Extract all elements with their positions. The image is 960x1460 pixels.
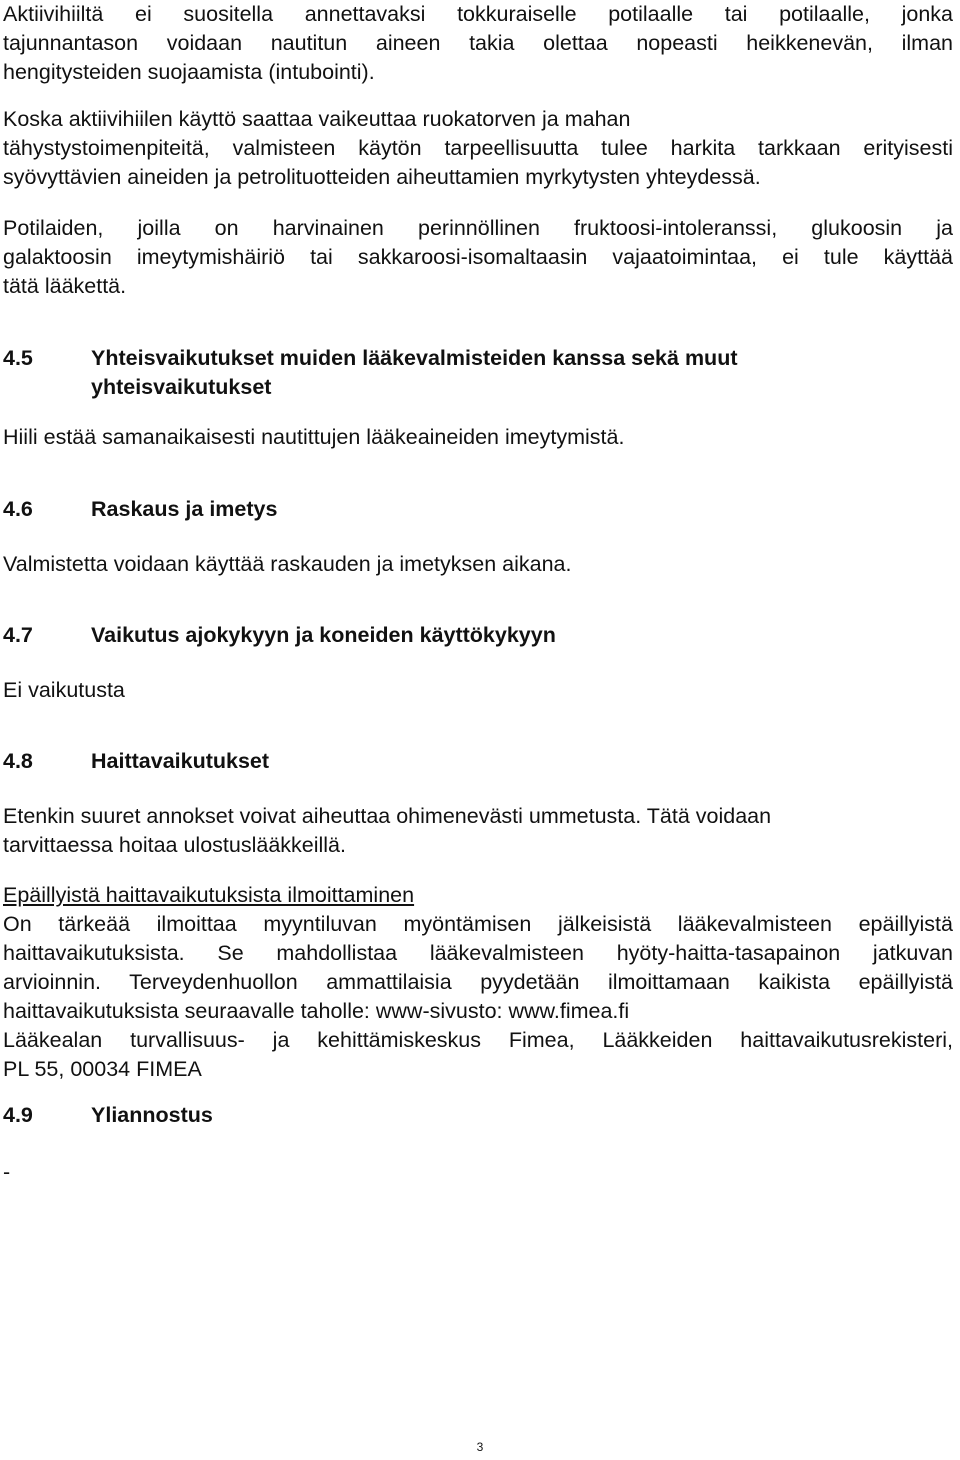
text-line: Koska aktiivihiilen käyttö saattaa vaikeuttaa ruokatorven ja mahan: [3, 107, 631, 131]
reporting-heading: Epäillyistä haittavaikutuksista ilmoittaminen: [3, 883, 415, 907]
section-title: [91, 344, 953, 402]
adverse-reporting-block: [3, 881, 953, 1084]
section-heading-4-5: [3, 344, 953, 402]
page-number: 3: [476, 1440, 484, 1454]
section-title: Vaikutus ajokykyyn ja koneiden käyttökykyyn: [91, 623, 556, 647]
paragraph-intubation-warning: [3, 0, 953, 87]
text-line: Lääkealan turvallisuus- ja kehittämiskeskus Fimea, Lääkkeiden haittavaikutusrekisteri,: [3, 1028, 953, 1052]
text-line: Potilaiden, joilla on harvinainen perinnöllinen fruktoosi-intoleranssi, glukoosin ja: [3, 216, 953, 240]
text-line: Aktiivihiiltä ei suositella annettavaksi tokkuraiselle potilaalle tai potilaalle, jonka: [3, 2, 953, 26]
paragraph-intolerance: [3, 214, 953, 301]
text-line: tätä lääkettä.: [3, 274, 127, 298]
section-title: Haittavaikutukset: [91, 749, 270, 773]
text-line: syövyttävien aineiden ja petrolituotteiden aiheuttamien myrkytysten yhteydessä.: [3, 165, 761, 189]
text-line: arvioinnin. Terveydenhuollon ammattilaisia pyydetään ilmoittamaan kaikista epäillyistä: [3, 970, 953, 994]
text-line: tähystystoimenpiteitä, valmisteen käytön tarpeellisuutta tulee harkita tarkkaan erityisesti: [3, 136, 953, 160]
section-heading-4-6: [3, 495, 953, 524]
section-body-4-8: [3, 802, 953, 860]
section-heading-4-8: [3, 747, 953, 776]
text-line: tarvittaessa hoitaa ulostuslääkkeillä.: [3, 833, 346, 857]
section-title: Raskaus ja imetys: [91, 497, 278, 521]
section-number: 4.5: [3, 346, 33, 370]
section-title-line: yhteisvaikutukset: [91, 375, 272, 399]
text-line: galaktoosin imeytymishäiriö tai sakkaroosi-isomaltaasin vajaatoimintaa, ei tule käyttää: [3, 245, 953, 269]
section-title: Yliannostus: [91, 1103, 213, 1127]
text-line: haittavaikutuksista. Se mahdollistaa lääkevalmisteen hyöty-haitta-tasapainon jatkuvan: [3, 941, 953, 965]
text-line: haittavaikutuksista seuraavalle taholle: www-sivusto: www.fimea.fi: [3, 999, 630, 1023]
text-line: hengitysteiden suojaamista (intubointi).: [3, 60, 375, 84]
section-body-4-7: Ei vaikutusta: [3, 678, 125, 702]
text-line: PL 55, 00034 FIMEA: [3, 1057, 202, 1081]
section-number: 4.8: [3, 749, 33, 773]
text-line: Etenkin suuret annokset voivat aiheuttaa ohimenevästi ummetusta. Tätä voidaan: [3, 804, 772, 828]
section-heading-4-7: [3, 621, 953, 650]
text-line: On tärkeää ilmoittaa myyntiluvan myöntämisen jälkeisistä lääkevalmisteen epäillyistä: [3, 912, 953, 936]
section-body-4-9: -: [3, 1160, 11, 1184]
section-number: 4.6: [3, 497, 33, 521]
section-number: 4.9: [3, 1103, 33, 1127]
text-line: tajunnantason voidaan nautitun aineen takia olettaa nopeasti heikkenevän, ilman: [3, 31, 953, 55]
section-number: 4.7: [3, 623, 33, 647]
section-title-line: Yhteisvaikutukset muiden lääkevalmisteiden kanssa sekä muut: [91, 346, 738, 370]
section-body-4-5: Hiili estää samanaikaisesti nautittujen lääkeaineiden imeytymistä.: [3, 425, 625, 449]
section-body-4-6: Valmistetta voidaan käyttää raskauden ja imetyksen aikana.: [3, 552, 572, 576]
section-heading-4-9: [3, 1101, 953, 1130]
paragraph-endoscopy-caution: [3, 105, 953, 192]
